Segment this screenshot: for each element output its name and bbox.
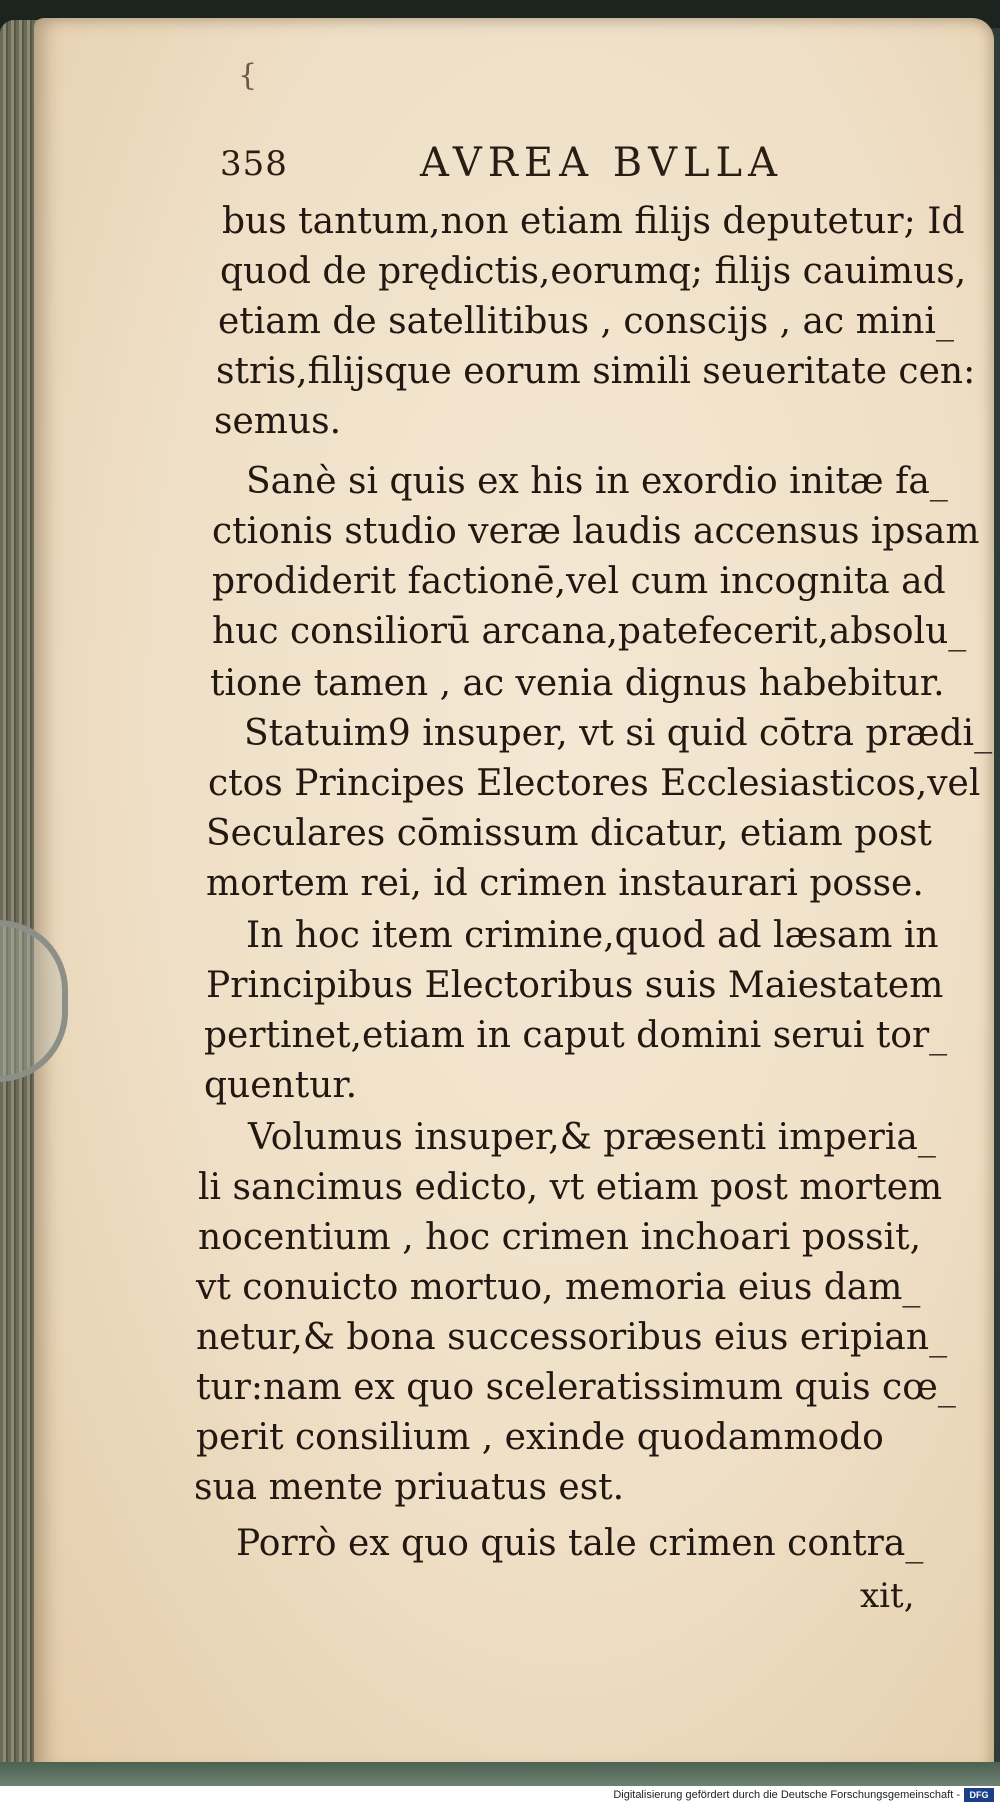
text-line: Principibus Electoribus suis Maiestatem	[206, 965, 944, 1006]
running-title: AVREA BVLLA	[420, 140, 783, 186]
text-line: quod de prędictis,eorumq; filijs cauimus,	[220, 251, 967, 292]
text-line: ctos Principes Electores Ecclesiasticos,vel	[208, 763, 981, 804]
text-line: li sancimus edicto, vt etiam post mortem	[198, 1167, 943, 1208]
book-cover-edge	[0, 1762, 1000, 1786]
text-line: nocentium , hoc crimen inchoari possit,	[198, 1217, 922, 1258]
text-line: Seculares cōmissum dicatur, etiam post	[206, 813, 932, 854]
text-line: Volumus insuper,& præsenti imperia_	[248, 1117, 936, 1158]
funding-credit: Digitalisierung gefördert durch die Deutsche Forschungsgemeinschaft -	[613, 1789, 960, 1801]
text-line: bus tantum,non etiam filijs deputetur; Id	[222, 201, 965, 242]
text-line: semus.	[214, 401, 342, 442]
catchword: xit,	[860, 1576, 915, 1616]
dfg-logo: DFG	[964, 1788, 994, 1802]
text-line: netur,& bona successoribus eius eripian_	[196, 1317, 948, 1358]
text-line: Statuim9 insuper, vt si quid cōtra prædi_	[244, 713, 993, 754]
page-header	[220, 140, 820, 190]
text-line: ctionis studio veræ laudis accensus ipsam	[212, 511, 980, 552]
text-line: prodiderit factionē,vel cum incognita ad	[212, 561, 946, 602]
text-line: vt conuicto mortuo, memoria eius dam_	[196, 1267, 921, 1308]
text-line: In hoc item crimine,quod ad læsam in	[246, 915, 939, 956]
text-line: mortem rei, id crimen instaurari posse.	[206, 863, 924, 904]
footer-strip	[0, 1786, 1000, 1804]
text-line: tione tamen , ac venia dignus habebitur.	[210, 663, 945, 704]
text-line: huc consiliorū arcana,patefecerit,absolu_	[212, 611, 967, 652]
text-line: stris,filijsque eorum simili seueritate cen:	[216, 351, 976, 392]
text-line: pertinet,etiam in caput domini serui tor_	[204, 1015, 948, 1056]
text-line: Porrò ex quo quis tale crimen contra_	[236, 1523, 924, 1564]
text-line: quentur.	[204, 1065, 358, 1106]
pencil-mark: {	[238, 58, 258, 93]
text-line: sua mente priuatus est.	[194, 1467, 625, 1508]
text-line: perit consilium , exinde quodammodo	[196, 1417, 884, 1458]
text-line: Sanè si quis ex his in exordio initæ fa_	[246, 461, 948, 502]
page-number: 358	[220, 144, 288, 184]
text-line: tur:nam ex quo sceleratissimum quis cœ_	[196, 1367, 956, 1408]
text-line: etiam de satellitibus , conscijs , ac mini_	[218, 301, 954, 342]
